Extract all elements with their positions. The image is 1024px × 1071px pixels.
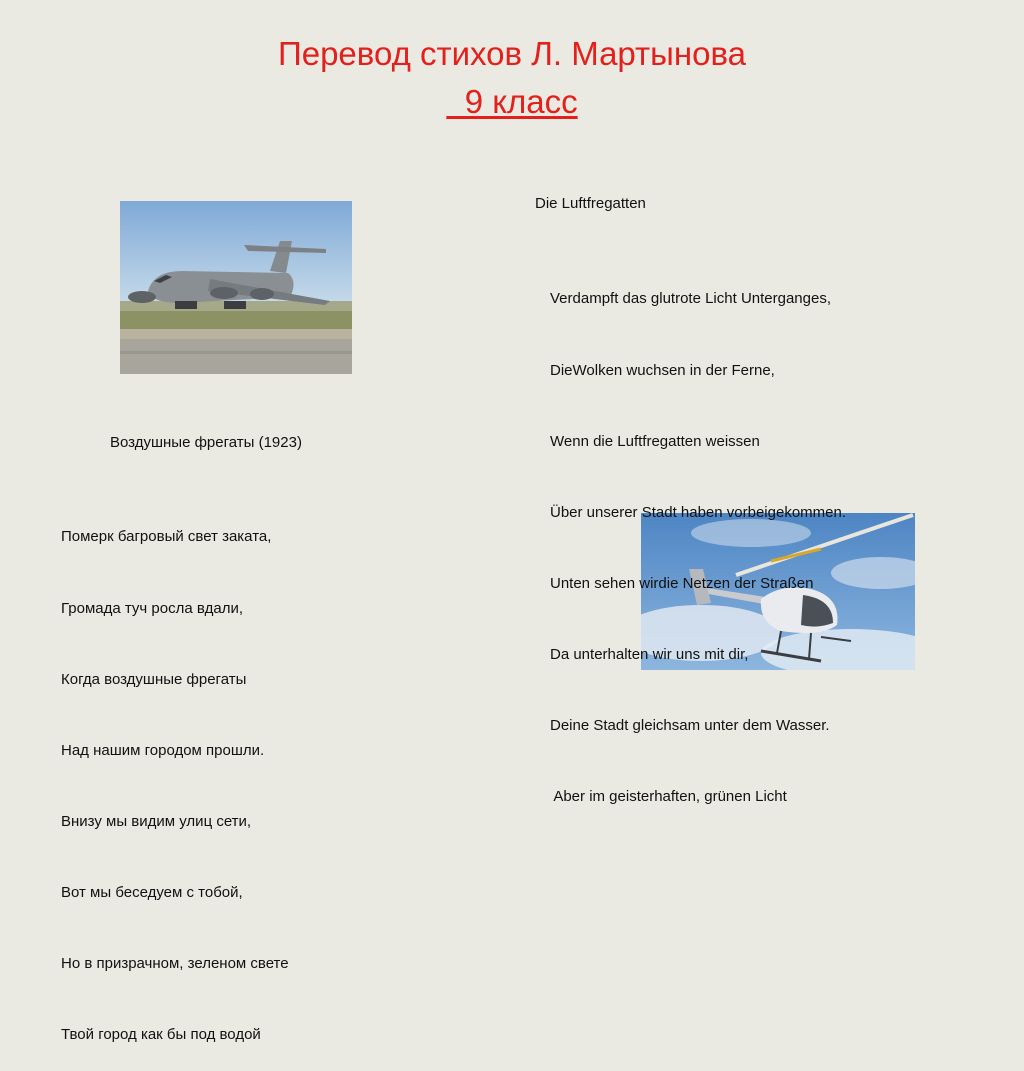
- title-line-2: 9 класс: [446, 83, 578, 120]
- german-poem-line: Wenn die Luftfregatten weissen: [550, 432, 760, 450]
- german-poem-line: Da unterhalten wir uns mit dir,: [550, 645, 749, 663]
- german-poem-title: Die Luftfregatten: [535, 195, 646, 212]
- russian-poem-line: Но в призрачном, зеленом свете: [61, 955, 289, 973]
- german-poem-line: Unten sehen wirdie Netzen der Straßen: [550, 574, 814, 592]
- slide-title: [0, 30, 1024, 126]
- german-poem-line: Verdampft das glutrote Licht Unterganges,: [550, 290, 832, 308]
- german-poem-line: Über unserer Stadt haben vorbeigekommen.: [550, 503, 847, 521]
- title-line-1: Перевод стихов Л. Мартынова: [278, 35, 746, 72]
- german-poem: [550, 240, 846, 833]
- russian-poem: [61, 478, 289, 1071]
- russian-poem-line: Твой город как бы под водой: [61, 1026, 261, 1044]
- russian-poem-line: Померк багровый свет заката,: [61, 528, 272, 546]
- german-poem-line: Aber im geisterhaften, grünen Licht: [550, 788, 787, 806]
- russian-poem-line: Вот мы беседуем с тобой,: [61, 883, 243, 901]
- russian-poem-line: Внизу мы видим улиц сети,: [61, 812, 252, 830]
- german-poem-line: DieWolken wuchsen in der Ferne,: [550, 361, 775, 379]
- russian-poem-line: Громада туч росла вдали,: [61, 599, 244, 617]
- russian-poem-line: Над нашим городом прошли.: [61, 741, 265, 759]
- german-poem-line: Deine Stadt gleichsam unter dem Wasser.: [550, 717, 830, 735]
- russian-poem-line: Когда воздушные фрегаты: [61, 670, 247, 688]
- russian-poem-title: Воздушные фрегаты (1923): [110, 434, 302, 451]
- aircraft-photo: [120, 201, 352, 374]
